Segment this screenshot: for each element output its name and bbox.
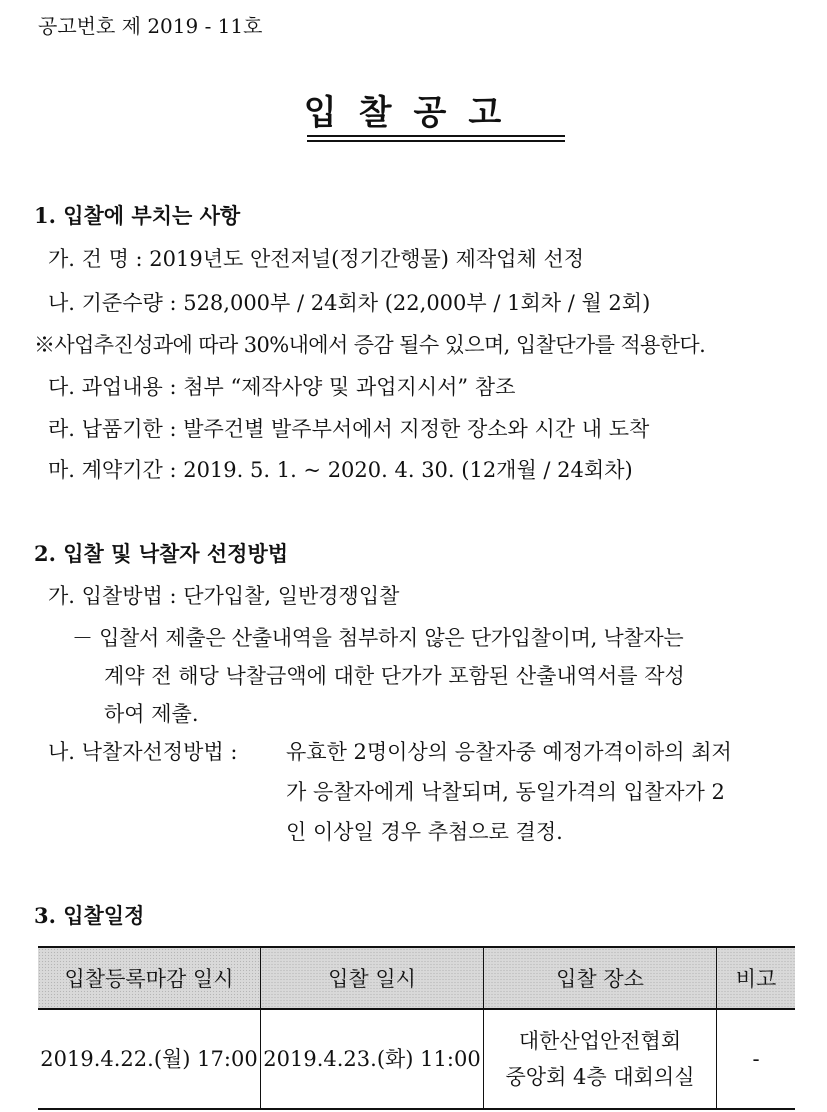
section2-method-note-line2: 계약 전 해당 낙찰금액에 대한 단가가 포함된 산출내역서를 작성 — [104, 664, 685, 688]
table-row — [38, 1009, 795, 1109]
section1-item-name: 가. 건 명 : 2019년도 안전저널(정기간행물) 제작업체 선정 — [48, 247, 585, 271]
section1-item-quantity: 나. 기준수량 : 528,000부 / 24회차 (22,000부 / 1회차 / 월 2회) — [48, 291, 651, 315]
header-remarks: 비고 — [717, 947, 796, 1009]
notice-number: 공고번호 제 2019 - 11호 — [38, 14, 263, 38]
bid-schedule-table — [38, 946, 795, 1110]
cell-bid-datetime: 2019.4.23.(화) 11:00 — [261, 1009, 484, 1109]
section2-method-note-line3: 하여 제출. — [104, 702, 199, 726]
section1-item-contract-period: 마. 계약기간 : 2019. 5. 1. ~ 2020. 4. 30. (12개월 / 24회차) — [48, 458, 633, 482]
bid-place-line1: 대한산업안전협회 — [518, 1029, 682, 1053]
page-title: 입찰공고 — [303, 93, 524, 133]
section2-heading: 2. 입찰 및 낙찰자 선정방법 — [34, 541, 289, 566]
title-underline-second — [307, 140, 565, 142]
table-header-row — [38, 947, 795, 1009]
section2-selection-line1: 유효한 2명이상의 응찰자중 예정가격이하의 최저 — [286, 740, 732, 764]
section1-item-scope: 다. 과업내용 : 첨부 “제작사양 및 과업지시서” 참조 — [48, 375, 516, 399]
cell-remarks: - — [717, 1009, 796, 1109]
section1-note: ※사업추진성과에 따라 30%내에서 증감 될수 있으며, 입찰단가를 적용한다. — [34, 333, 706, 357]
cell-bid-place — [484, 1009, 717, 1109]
header-bid-place: 입찰 장소 — [484, 947, 717, 1009]
section1-item-delivery: 라. 납품기한 : 발주건별 발주부서에서 지정한 장소와 시간 내 도착 — [48, 417, 650, 441]
header-registration-deadline: 입찰등록마감 일시 — [38, 947, 261, 1009]
title-underline — [307, 135, 565, 137]
bid-place-line2: 중앙회 4층 대회의실 — [505, 1065, 695, 1089]
section2-selection-line3: 인 이상일 경우 추첨으로 결정. — [286, 820, 563, 844]
section2-bid-method: 가. 입찰방법 : 단가입찰, 일반경쟁입찰 — [48, 584, 400, 608]
section3-heading: 3. 입찰일정 — [34, 903, 145, 928]
section1-heading: 1. 입찰에 부치는 사항 — [34, 203, 241, 228]
section2-method-note-line1: － 입찰서 제출은 산출내역을 첨부하지 않은 단가입찰이며, 낙찰자는 — [72, 626, 684, 650]
section2-selection-line2: 가 응찰자에게 낙찰되며, 동일가격의 입찰자가 2 — [286, 780, 725, 804]
section2-selection-label: 나. 낙찰자선정방법 : — [48, 740, 238, 764]
header-bid-datetime: 입찰 일시 — [261, 947, 484, 1009]
cell-registration-deadline: 2019.4.22.(월) 17:00 — [40, 1047, 258, 1071]
